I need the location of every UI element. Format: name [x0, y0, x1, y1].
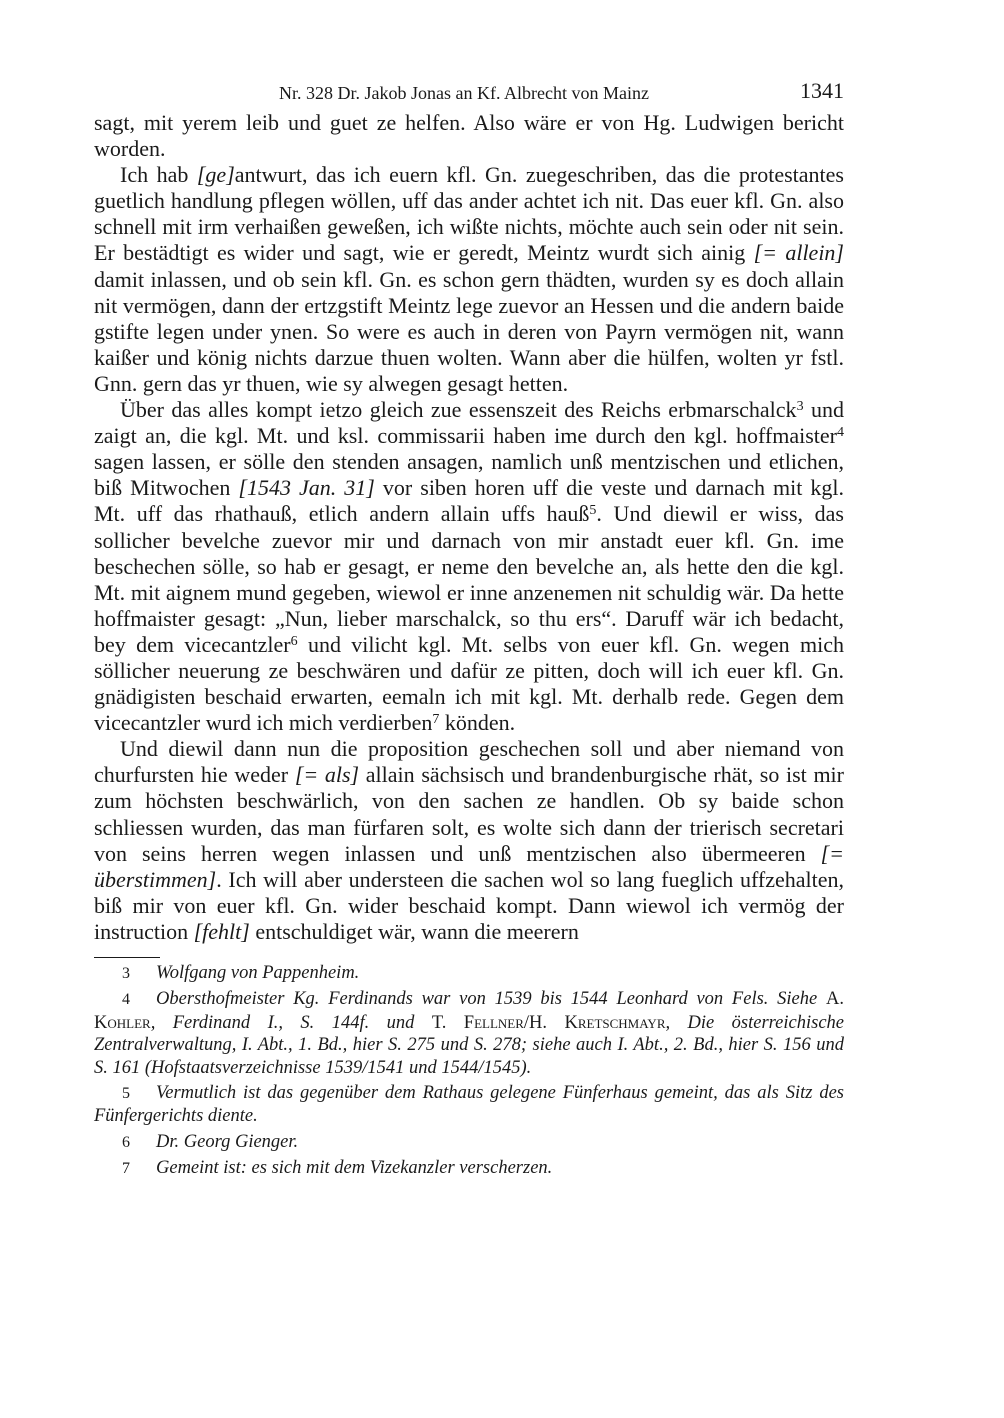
paragraph-4	[94, 736, 844, 945]
footnote-6-number: 6	[122, 1133, 130, 1151]
paragraph-2	[94, 162, 844, 397]
footnote-7-number: 7	[122, 1160, 130, 1178]
paragraph-1-text: sagt, mit yerem leib und guet ze helfen. Also wäre er von Hg. Ludwigen bericht worden.	[94, 110, 844, 162]
footnote-5-number: 5	[122, 1085, 130, 1103]
document-page	[94, 76, 844, 1184]
footnote-5	[94, 1082, 844, 1128]
footnote-3-text: Wolfgang von Pappenheim.	[156, 963, 360, 983]
p3-text-h: könden.	[439, 710, 516, 736]
p3-text-e: vor siben horen uff die veste und darnach mit kgl. Mt. uff das rhathauß, etlich andern allain uffs hauß	[94, 475, 844, 527]
footnote-4	[94, 988, 844, 1079]
footnote-4-author-initial-b: T.	[431, 1012, 464, 1033]
footnote-3	[94, 962, 844, 985]
footnote-4-author-c: Kretschmayr	[564, 1012, 666, 1033]
p2-text-a: Ich hab	[120, 162, 197, 188]
p4-editorial-note-d: [= überstimmen]	[94, 840, 844, 892]
p3-text-c: sagen lassen, er sölle den stenden ansagen, namlich unß mentzischen und etlichen, biß Mitwochen	[94, 449, 844, 501]
running-head	[94, 76, 844, 110]
footnote-4-text-d: , Ferdinand I., S. 144f. und	[150, 1012, 432, 1033]
p4-text-c: allain sächsisch und brandenburgische rhät, so ist mir zum höchsten beschwärlich, von den sachen ze handlen. Ob sy baide schon schliessen wurden, das man fürfaren solt, es wolte sich dann der trierisch secretari von seins herren wegen inlassen und unß mentzischen also übermeeren	[94, 762, 844, 866]
running-title: Nr. 328 Dr. Jakob Jonas an Kf. Albrecht von Mainz	[279, 83, 649, 103]
p4-text-g: entschuldiget wär, wann die meerern	[249, 918, 579, 944]
paragraph-1	[94, 110, 844, 162]
footnote-4-author-b: Fellner	[463, 1012, 524, 1033]
footnote-4-author-initial-a: A.	[826, 989, 844, 1010]
footnote-4-text-i: , Die österreichische Zentralverwaltung, I. Abt., 1. Bd., hier S. 275 und S. 278; siehe auch I. Abt., 2. Bd., hier S. 156 und S. 161 (Hofstaatsverzeichnisse 1539/1541 und 1544/1545).	[94, 1012, 844, 1078]
footnote-4-author-a: Kohler	[94, 1012, 151, 1033]
footnote-ref-4[interactable]: 4	[837, 425, 844, 441]
page-number: 1341	[800, 78, 844, 103]
p2-editorial-note-a: [ge]	[196, 162, 235, 188]
p2-editorial-note-b: [= allein]	[753, 240, 844, 266]
footnote-ref-6[interactable]: 6	[290, 633, 298, 649]
p2-text-e: damit inlassen, und ob sein kfl. Gn. es schon gern thädten, wurden sy es doch allain nit vermögen, dann der ertzgstift Meintz lege zuevor an Hessen und die andern baide gstifte legen under ynen. So were es auch in deren von Payrn vermögen nit, wann kaißer und könig nichts darzue thuen wolten. Wann aber die hülfen, wolten yr fstl. Gnn. gern das yr thuen, wie sy alwegen gesagt hetten.	[94, 266, 844, 396]
footnotes	[94, 962, 844, 1181]
footnote-4-text-a: Obersthofmeister Kg. Ferdinands war von 1539 bis 1544 Leonhard von Fels. Siehe	[156, 989, 826, 1010]
footnote-separator	[94, 957, 160, 958]
paragraph-3	[94, 397, 844, 736]
p3-text-b: und zaigt an, die kgl. Mt. und ksl. commissarii haben ime durch den kgl. hoffmaister	[94, 397, 844, 449]
p2-text-c: antwurt, das ich euern kfl. Gn. zuegeschriben, das die protestantes guetlich handlung pflegen wöllen, uff das ander achtet ich nit. Das euer kfl. Gn. also schnell mit irm verhaißen geweßen, ich wißte nichts, möchte auch sein oder nit sein. Er bestädtigt es wider und sagt, wie er geredt, Meintz wurdt sich ainig	[94, 162, 844, 266]
p4-text-a: Und diewil dann nun die proposition geschechen soll und aber niemand von churfursten hie weder	[94, 736, 844, 788]
footnote-7-text: Gemeint ist: es sich mit dem Vizekanzler verscherzen.	[156, 1158, 553, 1179]
footnote-4-author-initial-c: /H.	[523, 1012, 565, 1033]
p3-text-a: Über das alles kompt ietzo gleich zue essenszeit des Reichs erbmarschalck	[120, 397, 797, 423]
footnote-5-text: Vermutlich ist das gegenüber dem Rathaus gelegene Fünferhaus gemeint, das als Sitz des Fünfergerichts diente.	[94, 1083, 844, 1127]
p3-editorial-date: [1543 Jan. 31]	[238, 475, 375, 501]
footnote-7	[94, 1157, 844, 1180]
footnote-6-text: Dr. Georg Gienger.	[156, 1131, 299, 1152]
footnote-ref-5[interactable]: 5	[589, 503, 597, 519]
p4-editorial-note-b: [= als]	[294, 762, 360, 788]
p4-text-e: . Ich will aber understeen die sachen wol so lang fueglich uffzehalten, biß mir von euer kfl. Gn. wider beschaid kompt. Dann wiewol ich vermög der instruction	[94, 866, 844, 944]
footnote-3-number: 3	[122, 965, 130, 982]
body-text	[94, 110, 844, 945]
p4-editorial-note-f: [fehlt]	[193, 918, 250, 944]
footnote-4-number: 4	[122, 991, 130, 1009]
footnote-ref-3[interactable]: 3	[796, 399, 804, 415]
p3-text-f: . Und diewil er wiss, das sollicher bevelche zuevor mir und darnach von mir anstadt euer kfl. Gn. ime beschechen sölle, so hab er gesagt, er neme den bevelche an, als hette den die kgl. Mt. mit aignem mund gegeben, wiewol er inne anzenemen nit schuldig wär. Da hette hoffmaister gesagt: „Nun, lieber marschalck, so thu ers“. Daruff wär ich bedacht, bey dem vicecantzler	[94, 501, 844, 657]
footnote-ref-7[interactable]: 7	[432, 712, 440, 728]
footnote-6	[94, 1131, 844, 1154]
p3-text-g: und vilicht kgl. Mt. selbs von euer kfl. Gn. wegen mich söllicher neuerung ze beschwären und dafür ze pitten, doch will ich euer kfl. Gn. gnädigisten beschaid erwarten, eemaln ich mit kgl. Mt. derhalb rede. Gegen dem vicecantzler wurd ich mich verdierben	[94, 631, 844, 736]
